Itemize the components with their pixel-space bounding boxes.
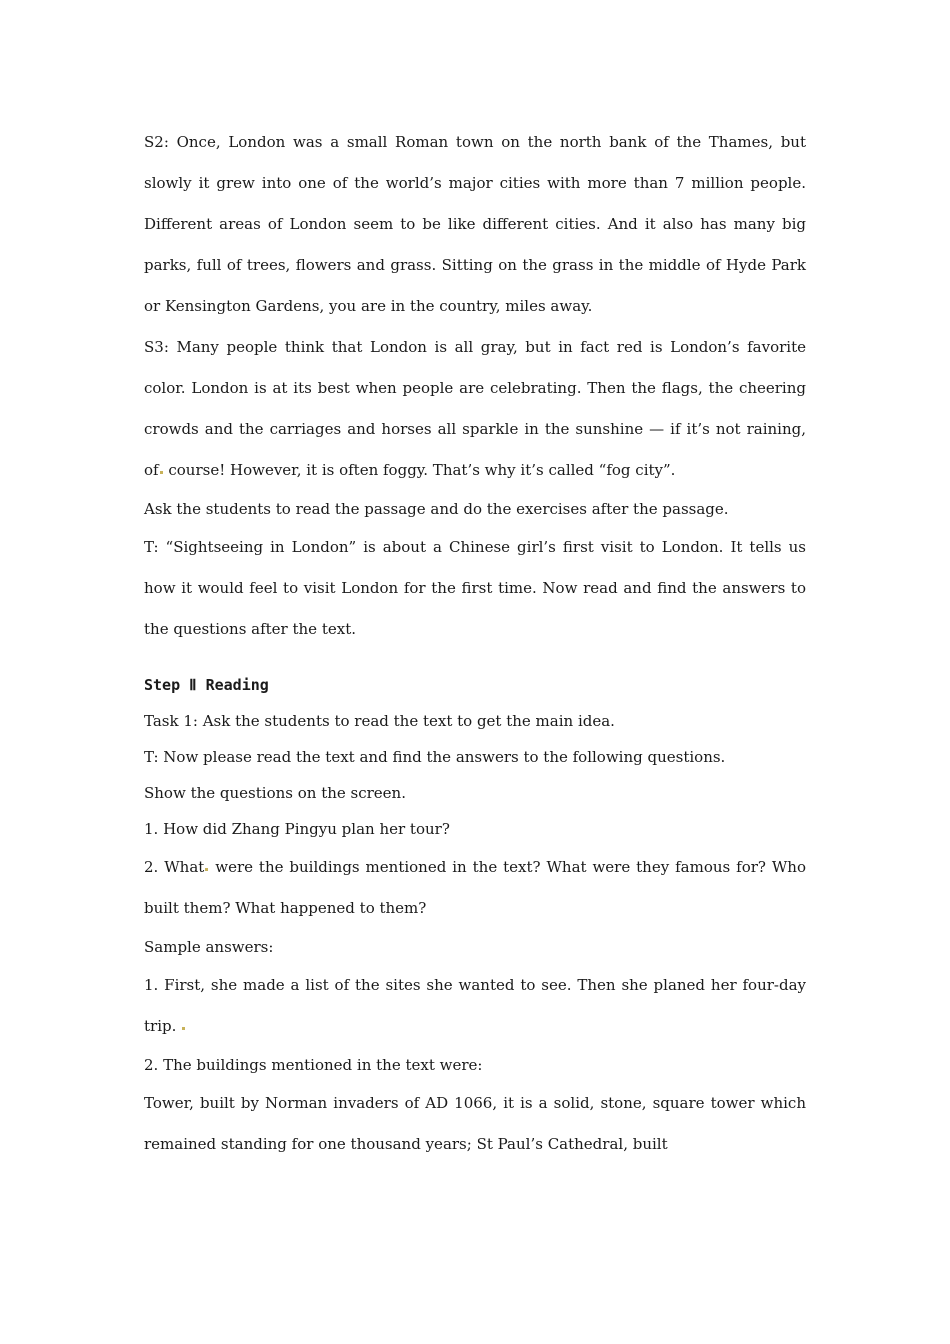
answer-1-text: 1. First, she made a list of the sites she wanted to see. Then she planed her four-day trip. bbox=[144, 976, 806, 1035]
question-2-text-b: were the buildings mentioned in the text? What were they famous for? Who built them? What happened to them? bbox=[144, 858, 806, 917]
document-page bbox=[144, 122, 806, 1165]
paragraph-teacher-intro: T: “Sightseeing in London” is about a Chinese girl’s first visit to London. It tells us how it would feel to visit London for the first time. Now read and find the answers to the questions after the text. bbox=[144, 538, 806, 638]
section-heading-step-2: Step Ⅱ Reading bbox=[144, 676, 269, 694]
answer-1 bbox=[144, 965, 806, 1047]
paragraph-s2: S2: Once, London was a small Roman town on the north bank of the Thames, but slowly it grew into one of the world’s major cities with more than 7 million people. Different areas of London seem to be like different cities. And it also has many big parks, full of trees, flowers and grass. Sitting on the grass in the middle of Hyde Park or Kensington Gardens, you are in the country, miles away. bbox=[144, 133, 806, 315]
answer-2: 2. The buildings mentioned in the text were: bbox=[144, 1056, 483, 1074]
sample-answers-label: Sample answers: bbox=[144, 938, 274, 956]
paragraph-show-questions: Show the questions on the screen. bbox=[144, 784, 406, 802]
question-2-text-a: 2. What bbox=[144, 858, 205, 876]
question-1: 1. How did Zhang Pingyu plan her tour? bbox=[144, 820, 450, 838]
paragraph-task-1: Task 1: Ask the students to read the text to get the main idea. bbox=[144, 712, 615, 730]
paragraph-s3-text-a: S3: Many people think that London is all gray, but in fact red is London’s favorite color. London is at its best when people are celebrating. Then the flags, the cheering crowds and the carriages and horses all sparkle in the sunshine — if it’s not raining, of bbox=[144, 338, 806, 479]
paragraph-s3 bbox=[144, 327, 806, 491]
dot-mark-icon bbox=[182, 1027, 185, 1030]
question-2 bbox=[144, 847, 806, 929]
dot-mark-icon bbox=[205, 868, 208, 871]
dot-mark-icon bbox=[160, 471, 163, 474]
paragraph-s3-text-b: course! However, it is often foggy. That’s why it’s called “fog city”. bbox=[163, 461, 676, 479]
paragraph-teacher-instruction: T: Now please read the text and find the answers to the following questions. bbox=[144, 748, 726, 766]
answer-2-detail: Tower, built by Norman invaders of AD 1066, it is a solid, stone, square tower which remained standing for one thousand years; St Paul’s Cathedral, built bbox=[144, 1094, 806, 1153]
paragraph-ask-students: Ask the students to read the passage and do the exercises after the passage. bbox=[144, 500, 729, 518]
